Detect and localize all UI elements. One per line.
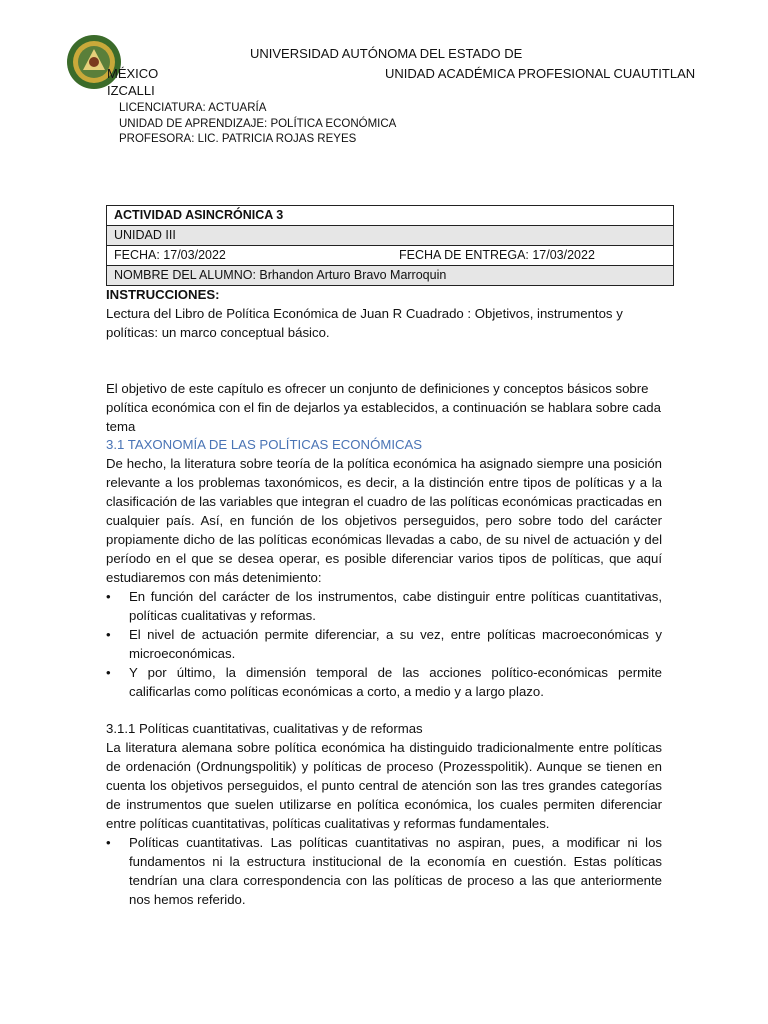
bullet-text: Y por último, la dimensión temporal de las acciones político-económicas permite calificarlas como políticas económicas a corto, a medio y a largo plazo. xyxy=(129,665,662,699)
unidad-cell: UNIDAD III xyxy=(107,226,674,246)
intro-block xyxy=(106,379,662,436)
profesora: PROFESORA: LIC. PATRICIA ROJAS REYES xyxy=(119,133,357,145)
section-3-1-paragraph: De hecho, la literatura sobre teoría de la política económica ha asignado siempre una posición relevante a los problemas taxonómicos, es decir, a la distinción entre tipos de políticas y a la clasificación de las variables que integran el cuadro de las políticas económicas practicadas en cualquier país. Así, en función de los objetivos perseguidos, pero sobre todo del carácter propiamente dicho de las políticas económicas llevadas a cabo, de su nivel de actuación y del período en el que se desea operar, es posible diferenciar varios tipos de políticas, que aquí estudiaremos con más detenimiento: xyxy=(106,456,662,585)
fecha-entrega-cell: FECHA DE ENTREGA: 17/03/2022 xyxy=(399,248,595,262)
fecha-cell: FECHA: 17/03/2022 xyxy=(114,248,226,262)
bullet-icon: • xyxy=(106,589,111,604)
section-3-1-1-heading: 3.1.1 Políticas cuantitativas, cualitativas y de reformas xyxy=(106,721,423,736)
list-item xyxy=(106,625,662,663)
instructions-heading: INSTRUCCIONES: xyxy=(106,287,220,302)
table-row xyxy=(107,266,674,286)
table-row xyxy=(107,246,674,266)
bullet-text: Políticas cuantitativas. Las políticas cuantitativas no aspiran, pues, a modificar ni los fundamentos ni la estructura institucional de la economía en cuestión. Estas políticas tendrían una clara correspondencia con las políticas de proceso a las que anteriormente nos hemos referido. xyxy=(129,835,662,907)
section-3-1-1 xyxy=(106,719,662,909)
table-row xyxy=(107,226,674,246)
section-3-1-bullet-list xyxy=(106,587,662,701)
list-item xyxy=(106,587,662,625)
university-name-cont: MÉXICO xyxy=(107,66,159,81)
unidad-aprendizaje: UNIDAD DE APRENDIZAJE: POLÍTICA ECONÓMICA xyxy=(119,118,397,130)
academic-unit-cont: IZCALLI xyxy=(107,83,155,98)
instructions-block xyxy=(106,285,662,342)
academic-unit: UNIDAD ACADÉMICA PROFESIONAL CUAUTITLAN xyxy=(385,66,696,81)
activity-info-table xyxy=(106,205,674,286)
section-3-1-1-paragraph: La literatura alemana sobre política económica ha distinguido tradicionalmente entre políticas de ordenación (Ordnungspolitik) y políticas de proceso (Prozesspolitik). Aunque se tienen en cuenta los objetivos perseguidos, el punto central de atención son las tres grandes categorías de instrumentos que suelen utilizarse en política económica, los cuales permiten diferenciar entre políticas cuantitativas, políticas cualitativas y reformas fundamentales. xyxy=(106,740,662,831)
table-row xyxy=(107,206,674,226)
bullet-icon: • xyxy=(106,627,111,642)
university-seal-logo xyxy=(66,34,122,90)
bullet-text: El nivel de actuación permite diferenciar, a su vez, entre políticas macroeconómicas y microeconómicas. xyxy=(129,627,662,661)
section-3-1-heading: 3.1 TAXONOMÍA DE LAS POLÍTICAS ECONÓMICAS xyxy=(106,437,423,452)
university-name: UNIVERSIDAD AUTÓNOMA DEL ESTADO DE xyxy=(250,46,523,61)
section-3-1 xyxy=(106,435,662,701)
fecha-row-cell xyxy=(107,246,674,266)
list-item xyxy=(106,663,662,701)
section-3-1-1-bullet-list xyxy=(106,833,662,909)
actividad-cell: ACTIVIDAD ASINCRÓNICA 3 xyxy=(107,206,674,226)
bullet-text: En función del carácter de los instrumentos, cabe distinguir entre políticas cuantitativas, políticas cualitativas y reformas. xyxy=(129,589,662,623)
list-item xyxy=(106,833,662,909)
bullet-icon: • xyxy=(106,665,111,680)
licenciatura: LICENCIATURA: ACTUARÍA xyxy=(119,102,267,114)
bullet-icon: • xyxy=(106,835,111,850)
instructions-text: Lectura del Libro de Política Económica de Juan R Cuadrado : Objetivos, instrumentos y políticas: un marco conceptual básico. xyxy=(106,306,623,340)
nombre-cell: NOMBRE DEL ALUMNO: Brhandon Arturo Bravo Marroquin xyxy=(107,266,674,286)
intro-paragraph: El objetivo de este capítulo es ofrecer un conjunto de definiciones y conceptos básicos sobre política económica con el fin de dejarlos ya establecidos, a continuación se hablara sobre cada tema xyxy=(106,381,661,434)
